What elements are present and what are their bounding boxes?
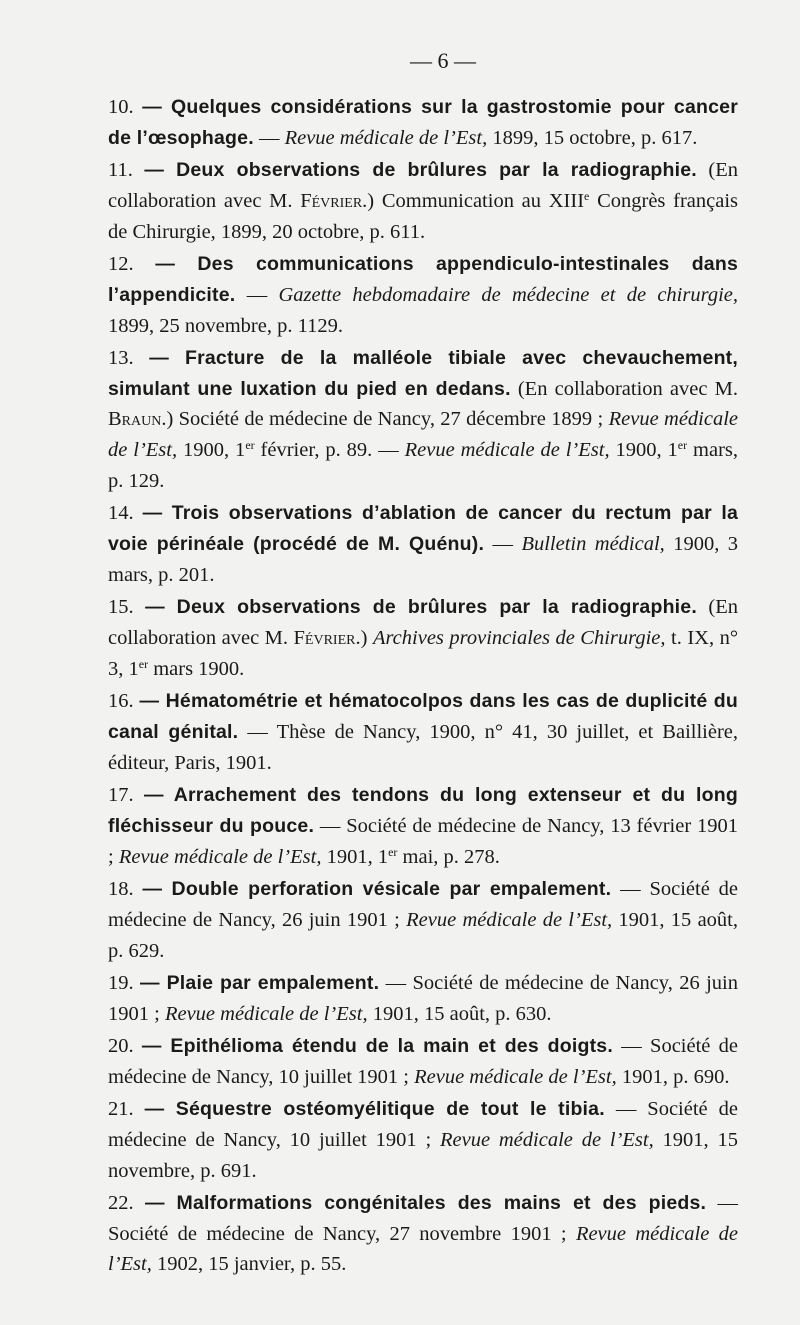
entry-text: — (484, 533, 522, 556)
entry-text: (En collaboration avec M. (108, 159, 738, 212)
entry-text: — (253, 126, 285, 149)
entry-text: 1899, 25 novembre, p. 1129. (108, 314, 343, 337)
bibliography-entry (108, 1094, 738, 1186)
entry-text: mai, p. 278. (397, 845, 500, 868)
journal-name: Revue médicale de l’Est, (118, 845, 322, 868)
entry-number: 10. (108, 96, 134, 118)
superscript: er (138, 656, 149, 671)
entry-text: mars, p. 129. (108, 439, 739, 493)
journal-name: Revue médicale de l’Est, (108, 1222, 738, 1276)
bibliography-entry (108, 780, 738, 872)
journal-name: Revue médicale de l’Est, (284, 126, 488, 149)
entry-text: — (235, 283, 279, 306)
journal-name: Revue médicale de l’Est, (439, 1128, 654, 1151)
entry-text: — Société de médecine de Nancy, 26 juin 1901 ; (108, 971, 738, 1025)
entry-number: 19. (108, 971, 134, 994)
author-name: Février (300, 189, 363, 212)
bibliography-entry (108, 686, 738, 778)
entry-number: 14. (108, 502, 134, 525)
entry-text: — Société de médecine de Nancy, 27 novembre 1901 ; (108, 1191, 738, 1245)
author-name: Braun (108, 408, 162, 431)
entry-text: — Société de médecine de Nancy, 13 février 1901 ; (108, 814, 738, 868)
entry-text: (En collaboration avec M. (510, 377, 738, 400)
entry-text: — Thèse de Nancy, 1900, n° 41, 30 juillet, et Baillière, éditeur, Paris, 1901. (108, 720, 738, 774)
entry-text: Congrès français de Chirurgie, 1899, 20 octobre, p. 611. (108, 189, 739, 243)
journal-name: Gazette hebdomadaire de médecine et de chirurgie, (278, 283, 738, 306)
entry-text: t. IX, n° 3, 1 (108, 627, 739, 680)
author-name: Février (293, 627, 356, 650)
journal-name: Archives provinciales de Chirurgie, (372, 627, 666, 650)
entry-text: 1901, 15 août, p. 630. (367, 1002, 552, 1025)
entry-text: 1900, 1 (177, 439, 246, 462)
entry-text: 1900, 3 mars, p. 201. (108, 533, 739, 586)
entry-title: — Trois observations d’ablation de cancer du rectum par la voie périnéale (procédé de M. Quénu). (108, 502, 739, 556)
entry-text: 1902, 15 janvier, p. 55. (151, 1253, 347, 1276)
journal-name: Revue médicale de l’Est, (164, 1002, 368, 1025)
entry-number: 20. (108, 1034, 134, 1057)
entry-title: — Epithélioma étendu de la main et des doigts. (141, 1034, 613, 1057)
entry-number: 11. (108, 159, 133, 182)
entry-number: 13. (108, 346, 134, 369)
entry-text: février, p. 89. — (254, 439, 405, 462)
entry-text: 1899, 15 octobre, p. 617. (487, 126, 698, 149)
journal-name: Revue médicale de l’Est, (404, 439, 610, 462)
entry-number: 12. (108, 252, 134, 275)
bibliography-entry (108, 1031, 738, 1093)
bibliography-entry (108, 968, 738, 1030)
journal-name: Bulletin médical, (521, 533, 665, 556)
entry-text: 1901, 1 (321, 845, 389, 868)
journal-name: Revue médicale de l’Est, (406, 908, 613, 931)
entry-title: — Malformations congénitales des mains et des pieds. (144, 1191, 707, 1214)
superscript: er (388, 844, 398, 859)
entry-text: — Société de médecine de Nancy, 10 juillet 1901 ; (108, 1098, 738, 1151)
entry-title: — Deux observations de brûlures par la radiographie. (145, 596, 697, 619)
bibliography-entry (108, 92, 738, 154)
entry-title: — Plaie par empalement. (140, 971, 380, 994)
entry-number: 15. (108, 596, 134, 619)
entry-number: 21. (108, 1098, 134, 1120)
entry-title: — Quelques considérations sur la gastrostomie pour cancer de l’œsophage. (108, 96, 738, 149)
entry-text: 1901, p. 690. (616, 1065, 730, 1088)
entry-text: .) Société de médecine de Nancy, 27 décembre 1899 ; (161, 408, 609, 431)
superscript: e (584, 188, 590, 203)
entry-text: .) Communication au XIII (362, 189, 585, 212)
bibliography-entry (108, 498, 738, 590)
bibliography-entry (108, 592, 738, 684)
entry-title: — Hématométrie et hématocolpos dans les cas de duplicité du canal génital. (108, 690, 738, 743)
entry-title: — Deux observations de brûlures par la radiographie. (144, 159, 697, 182)
entry-title: — Fracture de la malléole tibiale avec chevauchement, simulant une luxation du pied en dedans. (108, 346, 738, 400)
entry-text: (En collaboration avec M. (108, 596, 738, 650)
journal-name: Revue médicale de l’Est, (108, 408, 739, 462)
entry-number: 16. (108, 690, 134, 713)
entry-text: mars 1900. (148, 657, 245, 680)
superscript: er (677, 438, 688, 453)
bibliography-entry (108, 874, 738, 966)
entry-title: — Arrachement des tendons du long extenseur et du long fléchisseur du pouce. (108, 784, 739, 837)
entry-number: 17. (108, 784, 134, 807)
bibliography-entry (108, 249, 738, 341)
page-number: — 6 — (410, 48, 476, 73)
superscript: er (245, 438, 255, 453)
entry-title: — Double perforation vésicale par empalement. (142, 877, 612, 900)
journal-name: Revue médicale de l’Est, (414, 1065, 617, 1088)
bibliography-entry (108, 155, 738, 247)
entry-text: — Société de médecine de Nancy, 10 juillet 1901 ; (108, 1034, 739, 1088)
bibliography-entry (108, 343, 738, 497)
entry-number: 22. (108, 1191, 134, 1214)
entry-title: — Séquestre ostéomyélitique de tout le tibia. (144, 1098, 605, 1120)
entry-number: 18. (108, 877, 134, 900)
entry-title: — Des communications appendiculo-intestinales dans l’appendicite. (108, 252, 739, 306)
entry-text: .) (355, 627, 373, 650)
entry-text: — Société de médecine de Nancy, 26 juin 1901 ; (108, 877, 739, 931)
entry-text: 1901, 15 novembre, p. 691. (108, 1128, 738, 1182)
entry-text: 1900, 1 (609, 439, 678, 462)
bibliography-entry (108, 1188, 738, 1280)
entry-text: 1901, 15 août, p. 629. (108, 908, 738, 962)
